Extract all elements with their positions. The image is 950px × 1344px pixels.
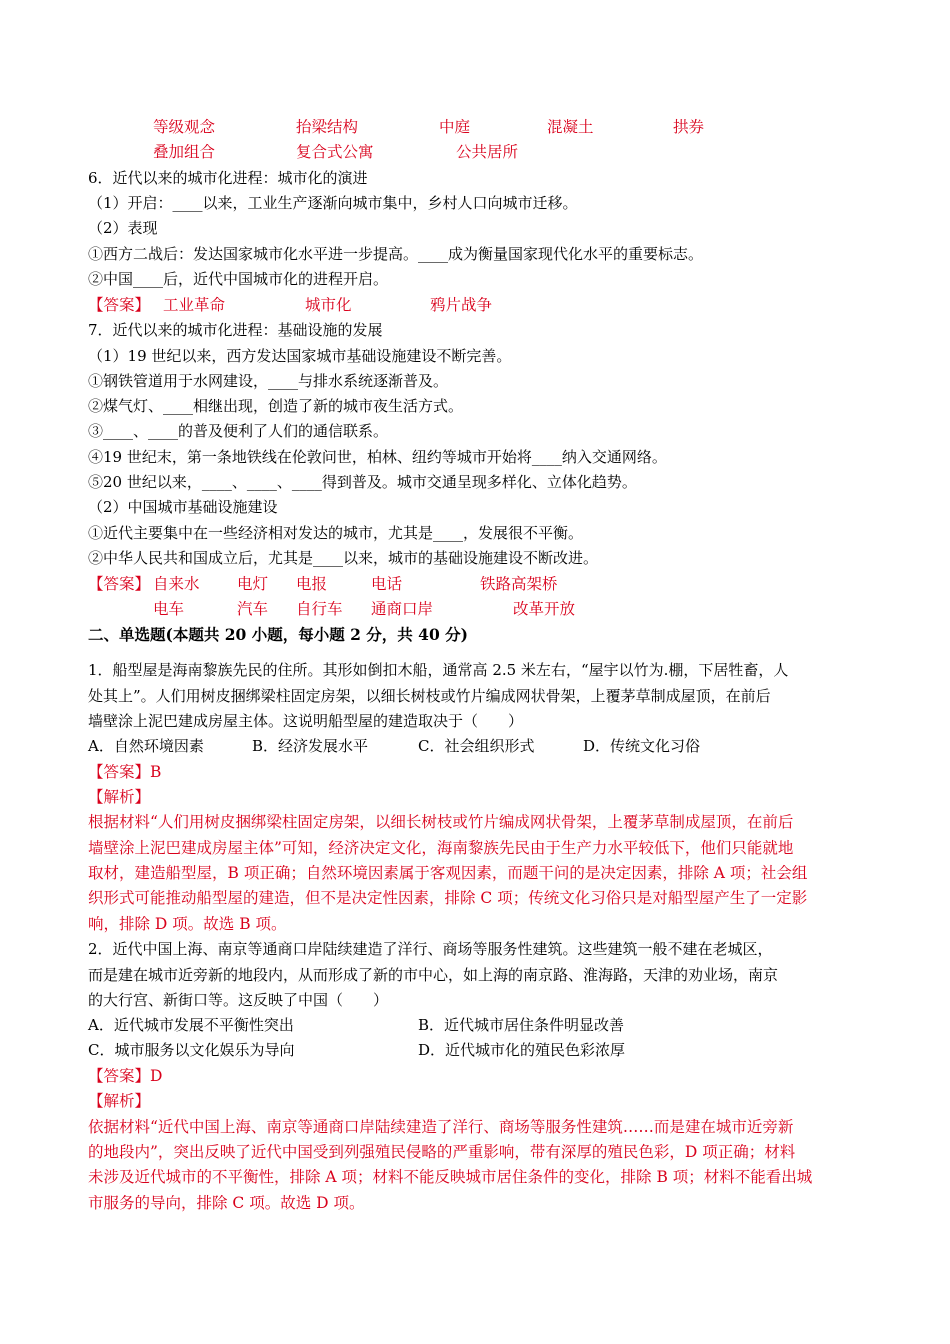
question-line: ②中国____后，近代中国城市化的进程开启。 bbox=[88, 270, 389, 288]
answer-term: 电车 bbox=[153, 600, 185, 618]
analysis-line: 依据材料“近代中国上海、南京等通商口岸陆续建造了洋行、商场等服务性建筑……而是建在城市近旁新 bbox=[88, 1118, 794, 1136]
question-line: ④19 世纪末，第一条地铁线在伦敦问世，柏林、纽约等城市开始将____纳入交通网络。 bbox=[88, 448, 667, 466]
answer-term: 改革开放 bbox=[513, 600, 576, 618]
question-line: （2）表现 bbox=[88, 219, 158, 237]
analysis-label: 【解析】 bbox=[88, 788, 151, 806]
question-line: ①近代主要集中在一些经济相对发达的城市，尤其是____，发展很不平衡。 bbox=[88, 524, 584, 542]
question-stem: 墙壁涂上泥巴建成房屋主体。这说明船型屋的建造取决于（ ） bbox=[88, 712, 524, 730]
analysis-line: 市服务的导向，排除 C 项。故选 D 项。 bbox=[88, 1194, 365, 1212]
answer-label: 【答案】B bbox=[88, 763, 162, 781]
answer-term: 自行车 bbox=[296, 600, 343, 618]
answer-term: 等级观念 bbox=[153, 118, 216, 136]
analysis-line: 响，排除 D 项。故选 B 项。 bbox=[88, 915, 287, 933]
answer-label: 【答案】 bbox=[88, 296, 151, 314]
question-line: （2）中国城市基础设施建设 bbox=[88, 498, 278, 516]
option-b: B．经济发展水平 bbox=[252, 737, 369, 755]
question-stem: 的大行宫、新街口等。这反映了中国（ ） bbox=[88, 991, 389, 1009]
option-a: A．自然环境因素 bbox=[88, 737, 204, 755]
answer-term: 通商口岸 bbox=[371, 600, 434, 618]
analysis-label: 【解析】 bbox=[88, 1092, 151, 1110]
answer-label: 【答案】 bbox=[88, 575, 151, 593]
answer-term: 拱券 bbox=[673, 118, 705, 136]
option-b: B．近代城市居住条件明显改善 bbox=[418, 1016, 625, 1034]
option-d: D．传统文化习俗 bbox=[583, 737, 701, 755]
question-line: ①钢铁管道用于水网建设，____与排水系统逐渐普及。 bbox=[88, 372, 449, 390]
question-title: 6．近代以来的城市化进程：城市化的演进 bbox=[88, 169, 368, 187]
answer-term: 铁路高架桥 bbox=[480, 575, 558, 593]
option-c: C．城市服务以文化娱乐为导向 bbox=[88, 1041, 295, 1059]
question-line: ⑤20 世纪以来，____、____、____得到普及。城市交通呈现多样化、立体化趋势。 bbox=[88, 473, 637, 491]
analysis-line: 织形式可能推动船型屋的建造，但不是决定性因素，排除 C 项；传统文化习俗只是对船型屋产生了一定影 bbox=[88, 889, 808, 907]
answer-term: 自来水 bbox=[153, 575, 200, 593]
question-stem: 1．船型屋是海南黎族先民的住所。其形如倒扣木船，通常高 2.5 米左右，“屋宇以竹为.棚，下居牲畜，人 bbox=[88, 661, 789, 679]
question-line: ②煤气灯、____相继出现，创造了新的城市夜生活方式。 bbox=[88, 397, 464, 415]
option-d: D．近代城市化的殖民色彩浓厚 bbox=[418, 1041, 626, 1059]
answer-term: 电灯 bbox=[237, 575, 269, 593]
answer-term: 公共居所 bbox=[456, 143, 519, 161]
analysis-line: 未涉及近代城市的不平衡性，排除 A 项；材料不能反映城市居住条件的变化，排除 B 项；材料不能看出城 bbox=[88, 1168, 813, 1186]
question-line: ③____、____的普及便利了人们的通信联系。 bbox=[88, 422, 389, 440]
answer-term: 汽车 bbox=[237, 600, 269, 618]
answer-term: 叠加组合 bbox=[153, 143, 216, 161]
question-stem: 而是建在城市近旁新的地段内，从而形成了新的市中心，如上海的南京路、淮海路，天津的劝业场，南京 bbox=[88, 966, 779, 984]
answer-term: 复合式公寓 bbox=[296, 143, 374, 161]
analysis-line: 取材，建造船型屋，B 项正确；自然环境因素属于客观因素，而题干问的是决定因素，排除 A 项；社会组 bbox=[88, 864, 808, 882]
question-stem: 2．近代中国上海、南京等通商口岸陆续建造了洋行、商场等服务性建筑。这些建筑一般不建在老城区， bbox=[88, 940, 773, 958]
question-stem: 处其上”。人们用树皮捆绑梁柱固定房架，以细长树枝或竹片编成网状骨架，上覆茅草制成屋顶，在前后 bbox=[88, 687, 771, 705]
option-c: C．社会组织形式 bbox=[418, 737, 535, 755]
question-line: ②中华人民共和国成立后，尤其是____以来，城市的基础设施建设不断改进。 bbox=[88, 549, 599, 567]
answer-term: 鸦片战争 bbox=[430, 296, 493, 314]
answer-term: 混凝土 bbox=[547, 118, 594, 136]
question-line: （1）开启：____以来，工业生产逐渐向城市集中，乡村人口向城市迁移。 bbox=[88, 194, 578, 212]
option-a: A．近代城市发展不平衡性突出 bbox=[88, 1016, 294, 1034]
answer-term: 城市化 bbox=[305, 296, 352, 314]
answer-term: 中庭 bbox=[439, 118, 471, 136]
question-line: （1）19 世纪以来，西方发达国家城市基础设施建设不断完善。 bbox=[88, 347, 512, 365]
analysis-line: 根据材料“人们用树皮捆绑梁柱固定房架，以细长树枝或竹片编成网状骨架，上覆茅草制成屋顶，在前后 bbox=[88, 813, 794, 831]
question-title: 7．近代以来的城市化进程：基础设施的发展 bbox=[88, 321, 383, 339]
analysis-line: 的地段内”，突出反映了近代中国受到列强殖民侵略的严重影响，带有深厚的殖民色彩，D 项正确；材料 bbox=[88, 1143, 796, 1161]
answer-term: 电报 bbox=[296, 575, 328, 593]
answer-term: 工业革命 bbox=[163, 296, 226, 314]
answer-label: 【答案】D bbox=[88, 1067, 163, 1085]
question-line: ①西方二战后：发达国家城市化水平进一步提高。____成为衡量国家现代化水平的重要标志。 bbox=[88, 245, 704, 263]
answer-term: 电话 bbox=[371, 575, 403, 593]
answer-term: 抬梁结构 bbox=[296, 118, 359, 136]
section-heading: 二、单选题(本题共 20 小题，每小题 2 分，共 40 分) bbox=[88, 625, 468, 644]
analysis-line: 墙壁涂上泥巴建成房屋主体”可知，经济决定文化，海南黎族先民由于生产力水平较低下，他们只能就地 bbox=[88, 839, 794, 857]
